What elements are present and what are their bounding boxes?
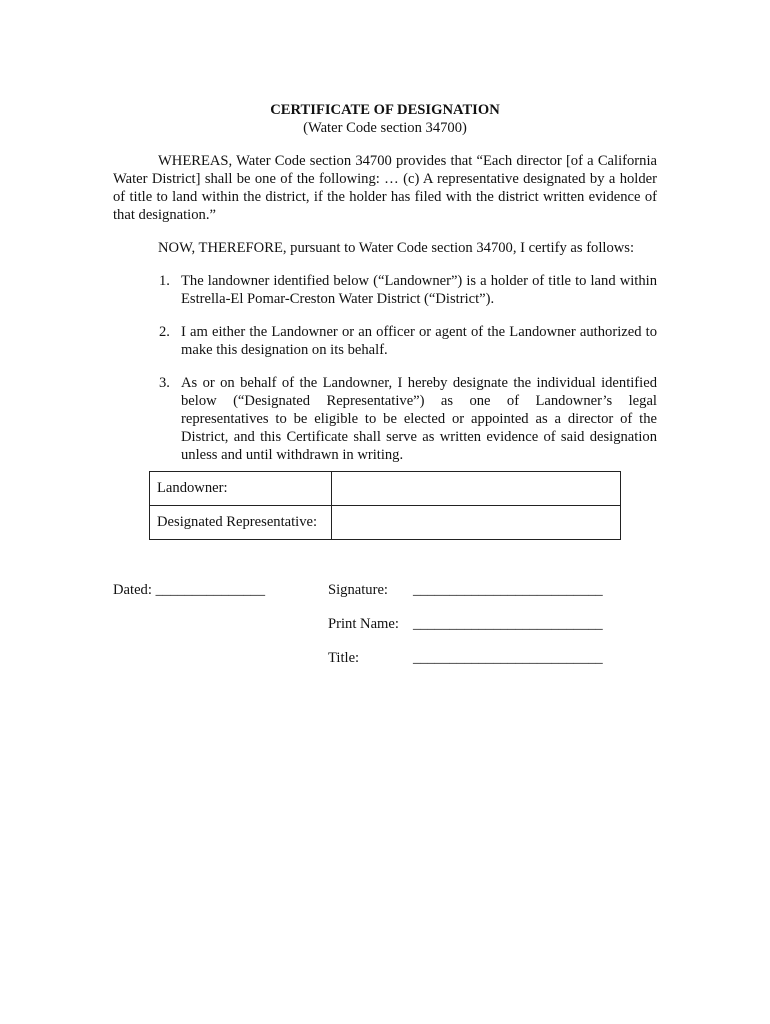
dated-label: Dated: bbox=[113, 582, 152, 598]
list-item-text: As or on behalf of the Landowner, I hereby designate the individual identified below (“Designated Representative”) as one of Landowner’s legal representatives to be eligible to be elected or appointed as a director of the District, and this Certificate shall serve as written evidence of said designation unless and until withdrawn in writing. bbox=[181, 375, 657, 463]
landowner-field[interactable] bbox=[332, 472, 621, 506]
title-field[interactable]: __________________________ bbox=[413, 650, 603, 666]
designated-representative-field[interactable] bbox=[332, 506, 621, 540]
print-name-label: Print Name: bbox=[328, 616, 399, 632]
list-item-text: I am either the Landowner or an officer or agent of the Landowner authorized to make this designation on its behalf. bbox=[181, 324, 657, 358]
list-item bbox=[159, 374, 657, 464]
whereas-paragraph: WHEREAS, Water Code section 34700 provides that “Each director [of a California Water District] shall be one of the following: … (c) A representative designated by a holder of title to land within the district, if the holder has filed with the district written evidence of that designation.” bbox=[113, 153, 657, 223]
dated-line bbox=[113, 581, 265, 599]
signature-label: Signature: bbox=[328, 582, 388, 598]
designation-table bbox=[149, 471, 621, 540]
designated-representative-label: Designated Representative: bbox=[150, 506, 332, 540]
document-subtitle: (Water Code section 34700) bbox=[303, 120, 467, 136]
landowner-label: Landowner: bbox=[150, 472, 332, 506]
list-item-number: 3. bbox=[159, 375, 170, 391]
list-item-number: 2. bbox=[159, 324, 170, 340]
now-therefore-paragraph: NOW, THEREFORE, pursuant to Water Code section 34700, I certify as follows: bbox=[158, 240, 635, 256]
list-item-text: The landowner identified below (“Landowner”) is a holder of title to land within Estrella-El Pomar-Creston Water District (“District”). bbox=[181, 273, 657, 307]
table-row bbox=[150, 506, 621, 540]
title-label: Title: bbox=[328, 650, 360, 666]
document-title: CERTIFICATE OF DESIGNATION bbox=[270, 102, 500, 118]
list-item-number: 1. bbox=[159, 273, 170, 289]
print-name-field[interactable]: __________________________ bbox=[413, 616, 603, 632]
signature-field[interactable]: __________________________ bbox=[413, 582, 603, 598]
list-item bbox=[159, 323, 657, 359]
list-item bbox=[159, 272, 657, 308]
dated-field[interactable]: _______________ bbox=[155, 582, 266, 598]
table-row bbox=[150, 472, 621, 506]
